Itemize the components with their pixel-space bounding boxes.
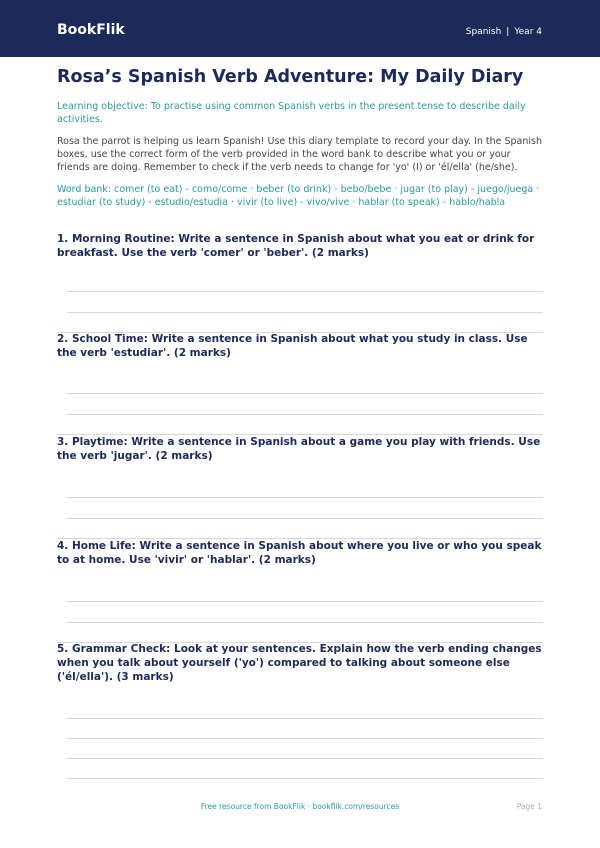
worksheet-content <box>57 64 543 779</box>
intro-text: Rosa the parrot is helping us learn Spanish! Use this diary template to record your day. In the Spanish boxes, use the correct form of the verb provided in the word bank to describe what you or your friends are doing. Remember to check if the verb needs to change for 'yo' (I) or 'él/ella' (he/she). <box>57 136 542 173</box>
answer-line[interactable] <box>67 414 543 415</box>
question-5 <box>57 642 543 779</box>
answer-line[interactable] <box>67 518 543 519</box>
learning-objective: Learning objective: To practise using common Spanish verbs in the present tense to describe daily activities. <box>57 101 526 125</box>
question-1-text: 1. Morning Routine: Write a sentence in Spanish about what you eat or drink for breakfast. Use the verb 'comer' or 'beber'. (2 marks) <box>57 233 535 259</box>
answer-line[interactable] <box>67 718 543 719</box>
question-3-text: 3. Playtime: Write a sentence in Spanish about a game you play with friends. Use the verb 'jugar'. (2 marks) <box>57 436 541 462</box>
answer-line[interactable] <box>67 497 543 498</box>
subject-label: Spanish <box>465 27 502 37</box>
answer-line[interactable] <box>67 758 543 759</box>
page-number: Page 1 <box>516 802 542 811</box>
answer-line[interactable] <box>67 312 543 313</box>
header-bar <box>0 0 600 57</box>
brand-logo-text[interactable]: BookFlik <box>57 22 125 38</box>
question-5-text: 5. Grammar Check: Look at your sentences. Explain how the verb ending changes when you talk about yourself ('yo') compared to talking about someone else ('él/ella'). (3 marks) <box>57 643 542 683</box>
meta-separator: | <box>506 27 510 37</box>
question-2 <box>57 332 543 435</box>
subject-year-label <box>466 27 542 37</box>
answer-line[interactable] <box>67 601 543 602</box>
year-label: Year 4 <box>514 27 542 37</box>
page-title: Rosa’s Spanish Verb Adventure: My Daily Diary <box>57 67 524 87</box>
answer-line[interactable] <box>67 778 543 779</box>
answer-line[interactable] <box>67 393 543 394</box>
question-4 <box>57 539 543 643</box>
word-bank: Word bank: comer (to eat) - como/come · beber (to drink) - bebo/bebe · jugar (to play) - juego/juega · estudiar (to study) - estudio/estudia · vivir (to live) - vivo/vive · hablar (to speak) - hablo/habla <box>57 184 540 208</box>
question-3 <box>57 435 543 539</box>
answer-line[interactable] <box>67 291 543 292</box>
answer-line[interactable] <box>67 738 543 739</box>
question-4-text: 4. Home Life: Write a sentence in Spanish about where you live or who you speak to at home. Use 'vivir' or 'hablar'. (2 marks) <box>57 540 542 566</box>
question-2-text: 2. School Time: Write a sentence in Spanish about what you study in class. Use the verb 'estudiar'. (2 marks) <box>57 333 528 359</box>
question-1 <box>57 232 543 333</box>
footer-text[interactable]: Free resource from BookFlik · bookflik.com/resources <box>200 802 400 811</box>
answer-line[interactable] <box>67 622 543 623</box>
